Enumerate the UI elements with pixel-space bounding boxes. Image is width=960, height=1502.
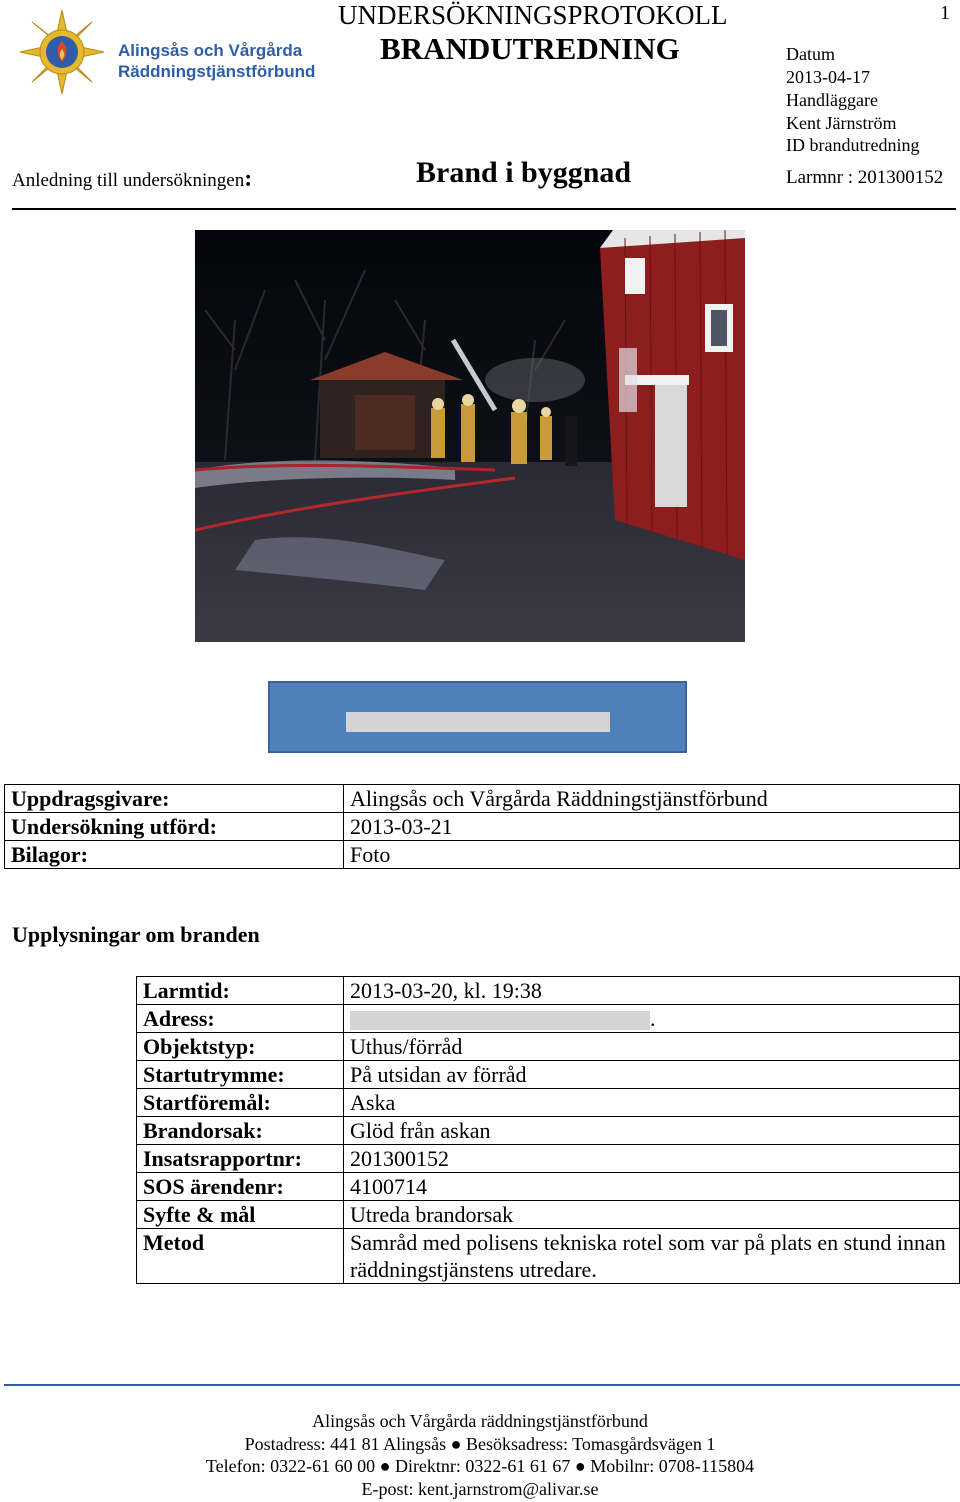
date-value: 2013-04-17 xyxy=(786,67,870,87)
handler-value: Kent Järnström xyxy=(786,113,897,133)
row-value: Aska xyxy=(344,1089,960,1117)
alarm-number: Larmnr : 201300152 xyxy=(786,167,944,188)
row-value: 2013-03-21 xyxy=(344,813,960,841)
row-label: Syfte & mål xyxy=(137,1201,344,1229)
footer-contact xyxy=(0,1410,960,1500)
table-row xyxy=(137,1005,960,1033)
row-value: Utreda brandorsak xyxy=(344,1201,960,1229)
table-row xyxy=(5,841,960,869)
redaction-bar xyxy=(350,1011,650,1030)
row-value: På utsidan av förråd xyxy=(344,1061,960,1089)
header-divider xyxy=(12,208,956,210)
organization-name-logo xyxy=(118,40,315,82)
row-label: Uppdragsgivare: xyxy=(5,785,344,813)
row-value: Samråd med polisens tekniska rotel som var på plats en stund innan räddningstjänstens utredare. xyxy=(344,1229,960,1284)
investigation-id-label: ID brandutredning xyxy=(786,135,920,155)
row-label: Startföremål: xyxy=(137,1089,344,1117)
row-label: Bilagor: xyxy=(5,841,344,869)
redaction-bar xyxy=(346,712,610,732)
row-value: 2013-03-20, kl. 19:38 xyxy=(344,977,960,1005)
reason-label-text: Anledning till undersökningen xyxy=(12,170,245,191)
row-value: 4100714 xyxy=(344,1173,960,1201)
document-title-protocol: UNDERSÖKNINGSPROTOKOLL xyxy=(338,0,728,30)
address-value: . xyxy=(650,1006,656,1031)
row-label: Metod xyxy=(137,1229,344,1284)
handler-label: Handläggare xyxy=(786,90,878,110)
row-value: Glöd från askan xyxy=(344,1117,960,1145)
table-row xyxy=(137,1089,960,1117)
row-value: 201300152 xyxy=(344,1145,960,1173)
table-row xyxy=(137,1229,960,1284)
table-row xyxy=(5,785,960,813)
row-label: Insatsrapportnr: xyxy=(137,1145,344,1173)
table-row xyxy=(137,1033,960,1061)
footer-org: Alingsås och Vårgårda räddningstjänstförbund xyxy=(312,1411,648,1431)
org-name-line1: Alingsås och Vårgårda xyxy=(118,41,303,60)
row-label: SOS ärendenr: xyxy=(137,1173,344,1201)
section-title-fire-info: Upplysningar om branden xyxy=(12,922,260,947)
fire-scene-photo xyxy=(195,230,745,642)
row-value-address xyxy=(344,1005,960,1033)
footer-address: Postadress: 441 81 Alingsås ● Besöksadress: Tomasgårdsvägen 1 xyxy=(244,1433,716,1454)
table-row xyxy=(137,1201,960,1229)
org-name-line2: Räddningstjänstförbund xyxy=(118,62,316,81)
table-row xyxy=(137,1173,960,1201)
footer-phone: Telefon: 0322-61 60 00 ● Direktnr: 0322-61 61 67 ● Mobilnr: 0708-115804 xyxy=(205,1456,755,1476)
organization-emblem-logo xyxy=(18,8,106,96)
date-label: Datum xyxy=(786,44,835,64)
table-row xyxy=(137,1061,960,1089)
reason-label xyxy=(12,166,252,193)
footer-email[interactable]: E-post: kent.jarnstrom@alivar.se xyxy=(361,1478,599,1499)
row-value: Foto xyxy=(344,841,960,869)
row-value: Uthus/förråd xyxy=(344,1033,960,1061)
row-label: Startutrymme: xyxy=(137,1061,344,1089)
table-row xyxy=(137,977,960,1005)
redacted-banner xyxy=(268,681,687,753)
reason-label-colon: : xyxy=(244,166,253,192)
row-value: Alingsås och Vårgårda Räddningstjänstförbund xyxy=(344,785,960,813)
row-label: Undersökning utförd: xyxy=(5,813,344,841)
row-label: Larmtid: xyxy=(137,977,344,1005)
reason-value: Brand i byggnad xyxy=(416,156,632,189)
row-label: Adress: xyxy=(137,1005,344,1033)
table-row xyxy=(5,813,960,841)
assignment-info-table xyxy=(4,784,960,869)
document-title-fire-investigation: BRANDUTREDNING xyxy=(380,31,680,66)
page-number: 1 xyxy=(940,2,950,24)
row-label: Objektstyp: xyxy=(137,1033,344,1061)
fire-details-table xyxy=(136,976,960,1284)
footer-divider xyxy=(4,1384,960,1386)
row-label: Brandorsak: xyxy=(137,1117,344,1145)
table-row xyxy=(137,1145,960,1173)
table-row xyxy=(137,1117,960,1145)
